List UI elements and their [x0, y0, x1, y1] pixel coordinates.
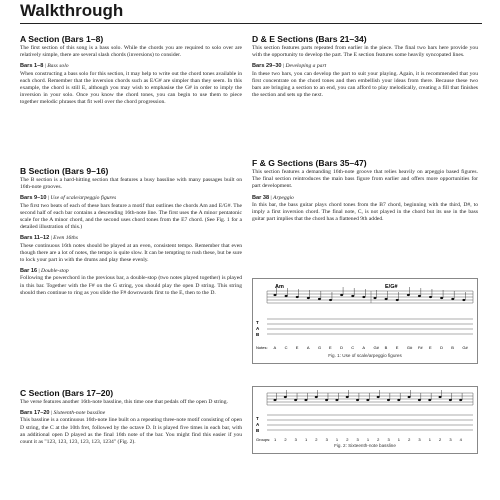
- note-name: F#: [417, 345, 423, 350]
- note-head: [396, 299, 399, 301]
- figure-2-caption: Fig. 2: Sixteenth-note bassline: [334, 443, 396, 448]
- section-a-heading: A Section (Bars 1–8): [20, 34, 104, 44]
- section-c-intro: The verse features another 16th-note bassline, this time one that pedals off the open D string.: [20, 399, 228, 405]
- note-head: [449, 399, 452, 401]
- tab-letter: A: [256, 422, 260, 427]
- tab-letter: B: [256, 332, 260, 337]
- section-de-sub1-header: Bars 29–30 | Developing a part: [252, 63, 327, 70]
- note-head: [418, 295, 421, 297]
- section-b-sub3-header: Bar 16 | Double-stop: [20, 268, 69, 275]
- sub-label: Bass solo: [47, 63, 69, 70]
- note-head: [387, 399, 390, 401]
- note-head: [362, 296, 365, 298]
- tab-letter: T: [256, 320, 259, 325]
- figure-2-notation: [253, 387, 477, 443]
- note-name: E: [329, 345, 332, 350]
- section-c-heading: C Section (Bars 17–20): [20, 388, 114, 398]
- sub-label: Arpeggio: [273, 194, 294, 201]
- group-count: 2: [315, 437, 318, 442]
- group-count: 1: [335, 437, 339, 442]
- figure-2-staff: [267, 393, 473, 405]
- note-name: G: [317, 345, 322, 350]
- note-head: [377, 396, 380, 398]
- sub-label: Sixteenth-note bassline: [53, 410, 106, 417]
- section-b-sub3-text: Following the powerchord in the previous bar, a double-stop (two notes played together) is played in this bar. Together with the F# on the G string, you should play the open D string. This string should then continue to ring as you slide the F# downwards first to the E, then to the D.: [20, 275, 242, 296]
- section-b-sub2-header: Bars 11–12 | Even 16ths: [20, 235, 78, 242]
- group-count: 3: [387, 437, 390, 442]
- note-head: [274, 399, 277, 401]
- section-a-sub1-text: When constructing a bass solo for this section, it may help to write out the chord tones available in each chord. Remember that the inversion chords such as E/G# are simpler than they seem. In this example, the chord is still E, although you may wish to emphasise the G# in order to imply the inversion in your solo. Once you know the chord tones, you can begin to use them to piece together melodic phrases that fit well over the chord progression.: [20, 70, 242, 106]
- note-name: C: [351, 345, 355, 350]
- note-name: G#: [462, 345, 468, 350]
- section-b: [20, 166, 242, 297]
- section-fg-intro: This section features a demanding 16th-note groove that relies heavily on arpeggio based figures. The final section reintroduces the main bass figure from earlier and offers more opportunities for part development.: [252, 169, 478, 190]
- note-head: [459, 399, 462, 401]
- group-count: 1: [428, 437, 431, 442]
- note-head: [408, 396, 411, 398]
- figure-2-tab: [267, 415, 473, 430]
- note-name: G#: [373, 345, 379, 350]
- note-name: B: [384, 345, 388, 350]
- note-head: [274, 294, 277, 296]
- section-a: [20, 34, 242, 107]
- chord-symbol-am: Am: [275, 284, 284, 290]
- note-head: [356, 399, 359, 401]
- sub-title: Bar 16: [20, 268, 38, 275]
- note-head: [462, 299, 465, 301]
- note-name: G#: [406, 345, 413, 350]
- group-count: 1: [366, 437, 370, 442]
- tab-letter: T: [256, 416, 259, 421]
- section-c: [20, 388, 242, 446]
- group-count: 2: [284, 437, 287, 442]
- section-b-sub2-text: These continuous 16th notes should be played at an even, consistent tempo. Remember that even though there are a lot of notes, the tempo is quite slow. It can be tempting to rush these, but be sure to lock your part in with the drums and play these evenly.: [20, 242, 242, 264]
- section-fg-sub1-header: Bar 38 | Arpeggio: [252, 194, 294, 201]
- note-head: [397, 399, 400, 401]
- section-a-sub1-header: Bars 1–8 | Bass solo: [20, 63, 69, 70]
- section-de-sub1-text: In these two bars, you can develop the part to suit your playing. Again, it is recommended that you first concentrate on the chord tones and then embellish your ideas from there. Because these two bars are bringing a section to an end, you can afford to play melodically, creating a fill that finishes the section and sets up the next.: [252, 70, 478, 99]
- group-count: 4: [459, 437, 462, 442]
- note-head: [440, 297, 443, 299]
- note-head: [374, 297, 377, 299]
- group-count: 3: [356, 437, 359, 442]
- section-fg: [252, 158, 478, 223]
- figure-1-note-names: [274, 345, 469, 350]
- group-count: 1: [274, 437, 277, 442]
- section-b-intro: The B section is a hard-hitting section that features a busy bassline with many passages built on 16th-note grooves.: [20, 177, 242, 191]
- note-head: [340, 294, 343, 296]
- group-count: 1: [397, 437, 401, 442]
- note-name: C: [284, 345, 288, 350]
- note-head: [307, 297, 310, 299]
- groups-label: Groups:: [256, 437, 271, 442]
- tab-letter: A: [256, 326, 260, 331]
- note-head: [346, 396, 349, 398]
- figure-1: [252, 278, 478, 364]
- sub-title: Bars 29–30: [252, 63, 282, 70]
- note-name: A: [306, 345, 310, 350]
- figure-2-tab-clef: [256, 416, 260, 433]
- note-head: [385, 298, 388, 300]
- note-head: [329, 299, 332, 301]
- tab-letter: B: [256, 428, 260, 433]
- page-title: Walkthrough: [20, 1, 124, 20]
- section-fg-heading: F & G Sections (Bars 35–47): [252, 158, 367, 168]
- group-count: 3: [294, 437, 297, 442]
- group-count: 2: [377, 437, 380, 442]
- section-b-sub1-header: Bars 9–10 | Use of scale/arpeggio figures: [20, 195, 117, 202]
- section-b-sub1-text: The first two beats of each of these bars feature a motif that outlines the chords Am and E/G#. The second half of each bar contains a descending 16th-note line. The first uses the A minor pentatonic scale for the A minor chord, and the second uses chord tones from the E7 chord. (See Fig. 1 for a detailed illustration of this.): [20, 202, 242, 231]
- sub-label: Double-stop: [41, 268, 69, 275]
- sub-label: Even 16ths: [53, 235, 78, 242]
- section-de-heading: D & E Sections (Bars 21–34): [252, 34, 367, 44]
- note-name: E: [395, 345, 399, 350]
- note-head: [407, 294, 410, 296]
- figure-1-notation: [253, 279, 477, 353]
- note-name: A: [362, 345, 366, 350]
- note-head: [294, 399, 297, 401]
- group-count: 3: [325, 437, 328, 442]
- group-count: 2: [346, 437, 349, 442]
- note-name: D: [340, 345, 344, 350]
- note-head: [325, 399, 328, 401]
- group-count: 2: [439, 437, 442, 442]
- figure-2-groups: [274, 437, 463, 442]
- note-head: [351, 295, 354, 297]
- note-name: E: [429, 345, 432, 350]
- note-name: B: [451, 345, 454, 350]
- sub-title: Bars 9–10: [20, 195, 47, 202]
- section-de-intro: This section features parts repeated from earlier in the piece. The final two bars here provide you with the opportunity to develop the part. The E section features some heavily syncopated lines.: [252, 45, 478, 59]
- sub-title: Bars 11–12: [20, 235, 50, 242]
- figure-1-tab-clef: [256, 320, 260, 337]
- note-head: [285, 295, 288, 297]
- note-head: [428, 399, 431, 401]
- sub-label: Developing a part: [285, 63, 327, 70]
- section-b-heading: B Section (Bars 9–16): [20, 166, 109, 176]
- note-name: E: [295, 345, 299, 350]
- group-count: 3: [449, 437, 452, 442]
- sub-title: Bars 1–8: [20, 63, 44, 70]
- note-head: [451, 298, 454, 300]
- note-head: [315, 396, 318, 398]
- note-head: [418, 399, 421, 401]
- section-fg-sub1-text: In this bar, the bass guitar plays chord tones from the B7 chord, beginning with the third, D#, to imply a first inversion chord. The final note, C, is not played in the chord but its use in the bass guitar part implies that the chord has a flattened 9th added.: [252, 201, 478, 223]
- note-head: [296, 296, 299, 298]
- figure-2: [252, 386, 478, 454]
- note-head: [429, 296, 432, 298]
- sub-title: Bar 38: [252, 194, 270, 201]
- chord-symbol-e-g-sharp: E/G#: [385, 284, 398, 290]
- section-c-sub1-text: This bassline is a continuous 16th-note line built on a repeating three-note motif consisting of open D string, the C at the 10th fret, followed by the octave D. It is played five times in each bar, with an additional open D played as the final 16th note of the bar. You might find this easier if you count it as "123, 123, 123, 123, 123, 1234" (Fig. 2).: [20, 417, 242, 446]
- note-head: [318, 298, 321, 300]
- section-c-sub1-header: Bars 17–20 | Sixteenth-note bassline: [20, 410, 106, 417]
- figure-1-tab: [267, 319, 473, 334]
- sub-title: Bars 17–20: [20, 410, 50, 417]
- note-name: D: [440, 345, 444, 350]
- notes-label: Notes:: [256, 345, 268, 350]
- figure-1-caption: Fig. 1: Use of scale/arpeggio figures: [328, 353, 402, 358]
- section-a-intro: The first section of this song is a bass solo. While the chords you are required to solo over are relatively simple, there are several slash chords (inversions) to consider.: [20, 45, 242, 59]
- note-name: A: [273, 345, 277, 350]
- sub-label: Use of scale/arpeggio figures: [50, 195, 117, 202]
- section-de: [252, 34, 478, 99]
- note-head: [439, 396, 442, 398]
- figure-2-notes: [274, 390, 463, 401]
- group-count: 3: [418, 437, 421, 442]
- note-head: [366, 399, 369, 401]
- group-count: 1: [304, 437, 308, 442]
- note-head: [284, 396, 287, 398]
- note-head: [304, 399, 307, 401]
- group-count: 2: [408, 437, 411, 442]
- note-head: [335, 399, 338, 401]
- title-divider: [20, 23, 482, 24]
